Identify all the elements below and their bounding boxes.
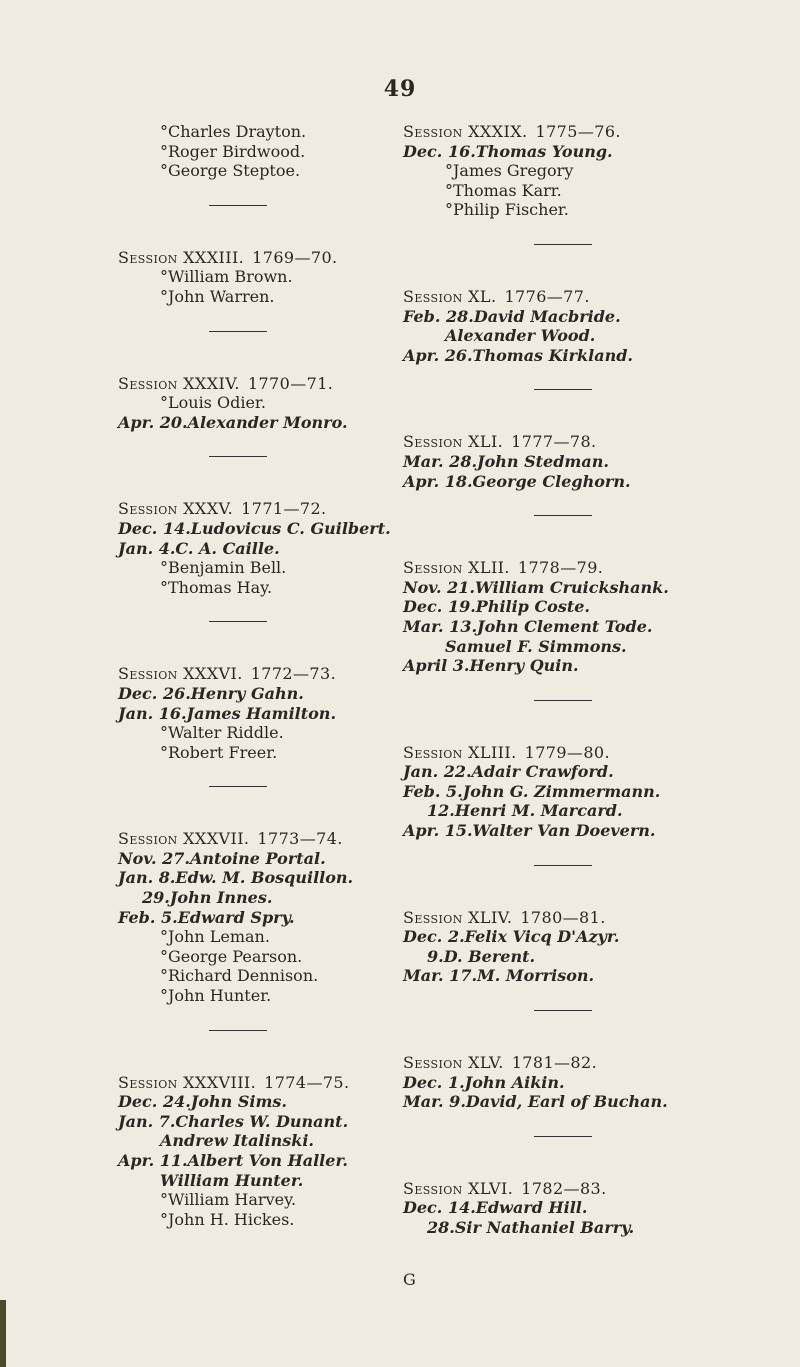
- entry-name: C. A. Caille.: [175, 538, 280, 558]
- member-entry: [118, 743, 358, 763]
- entry-date: Mar. 28.: [403, 451, 478, 471]
- member-entry: [403, 1198, 723, 1218]
- session-dates: 1775—76.: [535, 122, 621, 141]
- session-heading: [118, 499, 358, 519]
- signature-mark: G: [403, 1270, 416, 1289]
- member-entry: [118, 947, 358, 967]
- entry-date: Dec. 24.: [118, 1092, 191, 1112]
- member-entry: [403, 927, 723, 947]
- entry-name: Sir Nathaniel Barry.: [454, 1218, 635, 1237]
- session-title: Session XLV.: [403, 1053, 504, 1073]
- entry-date: Feb. 5.: [403, 781, 463, 801]
- entry-date: Dec. 14.: [403, 1198, 476, 1218]
- session-block: [118, 664, 358, 762]
- entry-name: William Hunter.: [160, 1170, 304, 1190]
- entry-date: Dec. 2.: [403, 927, 465, 947]
- entry-date: April 3.: [403, 656, 470, 676]
- entry-name: °Benjamin Bell.: [160, 558, 287, 578]
- member-entry: [403, 947, 723, 967]
- entry-name: M. Morrison.: [477, 966, 595, 986]
- entry-name: Albert Von Haller.: [187, 1151, 348, 1170]
- session-title: Session XL.: [403, 286, 497, 306]
- session-title: Session XXXV.: [118, 499, 234, 519]
- entry-name: °John Hunter.: [160, 986, 272, 1006]
- session-dates: 1776—77.: [504, 286, 590, 306]
- member-entry: [118, 1190, 358, 1210]
- entry-date: Nov. 27.: [118, 848, 190, 868]
- session-dates: 1772—73.: [250, 664, 337, 684]
- member-entry: [118, 1131, 358, 1151]
- entry-name: Thomas Kirkland.: [472, 345, 633, 365]
- session-title: Session XXXVIII.: [118, 1072, 257, 1092]
- entry-name: °James Gregory: [445, 161, 574, 181]
- entry-name: °Thomas Karr.: [445, 180, 562, 200]
- member-entry: [118, 161, 358, 181]
- member-entry: [403, 821, 723, 841]
- member-entry: [118, 1210, 358, 1230]
- entry-date: Feb. 5.: [118, 907, 178, 927]
- session-dates: 1780—81.: [520, 907, 606, 927]
- member-entry: [118, 558, 358, 578]
- session-block: [118, 248, 358, 307]
- entry-name: °Walter Riddle.: [160, 723, 284, 743]
- session-dates: 1773—74.: [257, 829, 343, 849]
- member-entry: [118, 684, 358, 704]
- session-dates: 1774—75.: [264, 1072, 350, 1092]
- entry-name: Alexander Monro.: [187, 412, 348, 432]
- session-block: [403, 1179, 723, 1238]
- session-heading: [118, 1073, 358, 1093]
- entry-date: Dec. 1.: [403, 1072, 465, 1092]
- entry-date: Dec. 14.: [118, 518, 191, 538]
- entry-name: James Hamilton.: [186, 703, 337, 723]
- session-title: Session XLIV.: [403, 907, 513, 927]
- session-block: [118, 1073, 358, 1230]
- section-divider: [534, 700, 592, 701]
- session-title: Session XXXVII.: [118, 829, 250, 849]
- entry-date: Nov. 21.: [403, 577, 475, 597]
- entry-name: Edward Hill.: [475, 1198, 588, 1218]
- entry-name: Edw. M. Bosquillon.: [175, 868, 354, 888]
- member-entry: [403, 452, 723, 472]
- session-block: [403, 287, 723, 365]
- member-entry: [403, 142, 723, 162]
- entry-name: Walter Van Doevern.: [472, 821, 656, 841]
- member-entry: [118, 868, 358, 888]
- entry-date: 12.: [427, 801, 455, 821]
- session-heading: [403, 558, 723, 578]
- session-heading: [118, 248, 358, 268]
- section-divider: [209, 786, 267, 787]
- entry-date: Feb. 28.: [403, 306, 474, 326]
- entry-date: Apr. 20.: [118, 412, 188, 432]
- member-entry: [403, 656, 723, 676]
- member-entry: [118, 966, 358, 986]
- member-entry: [118, 539, 358, 559]
- member-entry: [118, 393, 358, 413]
- entry-name: °Charles Drayton.: [160, 122, 307, 141]
- member-entry: [118, 578, 358, 598]
- member-entry: [403, 161, 723, 181]
- session-title: Session XXXIV.: [118, 373, 240, 393]
- session-heading: [403, 287, 723, 307]
- entry-name: °Robert Freer.: [160, 742, 278, 762]
- session-dates: 1770—71.: [247, 373, 334, 393]
- member-entry: [118, 267, 358, 287]
- member-entry: [118, 986, 358, 1006]
- session-title: Session XXXIX.: [403, 122, 528, 141]
- entry-name: °John Leman.: [160, 927, 270, 947]
- right-column: [403, 122, 723, 1238]
- session-heading: [403, 908, 723, 928]
- entry-name: °Richard Dennison.: [160, 966, 319, 986]
- member-entry: [118, 1151, 358, 1171]
- member-entry: [403, 966, 723, 986]
- entry-name: Henri M. Marcard.: [454, 801, 623, 821]
- entry-date: Jan. 4.: [118, 538, 176, 558]
- member-entry: [403, 307, 723, 327]
- entry-name: Andrew Italinski.: [160, 1131, 314, 1151]
- entry-date: Apr. 11.: [118, 1151, 188, 1170]
- entry-name: David, Earl of Buchan.: [465, 1092, 668, 1112]
- entry-date: Mar. 9.: [403, 1092, 466, 1112]
- entry-name: John Clement Tode.: [477, 616, 653, 636]
- entry-name: °George Pearson.: [160, 946, 303, 966]
- member-entry: [403, 597, 723, 617]
- member-entry: [403, 326, 723, 346]
- entry-name: °William Brown.: [160, 267, 293, 287]
- left-column: [118, 122, 391, 1229]
- session-title: Session XXXIII.: [118, 247, 245, 267]
- entry-name: Philip Coste.: [475, 597, 590, 617]
- member-entry: [118, 1171, 358, 1191]
- member-entry: [403, 801, 723, 821]
- entry-name: Thomas Young.: [475, 141, 613, 161]
- session-title: Session XLIII.: [403, 742, 517, 762]
- member-entry: [403, 1092, 723, 1112]
- section-divider: [209, 1030, 267, 1031]
- entry-name: Felix Vicq D'Azyr.: [464, 927, 620, 947]
- entry-date: Dec. 26.: [118, 683, 191, 703]
- entry-date: 29.: [142, 888, 170, 908]
- entry-date: 28.: [427, 1218, 455, 1237]
- member-entry: [118, 704, 358, 724]
- entry-name: °Louis Odier.: [160, 393, 266, 413]
- session-dates: 1781—82.: [511, 1053, 598, 1073]
- entries-block: [118, 122, 358, 181]
- member-entry: [403, 1073, 723, 1093]
- section-divider: [534, 1010, 592, 1011]
- session-heading: [118, 374, 358, 394]
- entry-name: D. Berent.: [443, 946, 536, 966]
- member-entry: [118, 908, 358, 928]
- entry-date: Dec. 16.: [403, 141, 476, 161]
- entry-date: Jan. 8.: [118, 868, 176, 888]
- entry-name: William Cruickshank.: [474, 577, 669, 597]
- section-divider: [534, 865, 592, 866]
- member-entry: [403, 346, 723, 366]
- session-block: [118, 499, 391, 597]
- session-heading: [403, 1179, 723, 1199]
- session-title: Session XLI.: [403, 432, 504, 452]
- entry-date: Mar. 13.: [403, 616, 478, 636]
- session-heading: [403, 743, 723, 763]
- session-dates: 1771—72.: [241, 499, 327, 519]
- entry-name: Alexander Wood.: [445, 326, 596, 346]
- session-dates: 1769—70.: [252, 247, 338, 267]
- entry-name: °William Harvey.: [160, 1190, 297, 1210]
- member-entry: [403, 200, 723, 220]
- page-edge-mark: [0, 1300, 6, 1367]
- member-entry: [118, 927, 358, 947]
- entry-name: °Philip Fischer.: [445, 200, 569, 220]
- entry-name: °Thomas Hay.: [160, 577, 273, 597]
- entry-name: Antoine Portal.: [189, 848, 326, 868]
- section-divider: [534, 515, 592, 516]
- session-heading: [118, 664, 358, 684]
- member-entry: [118, 122, 358, 142]
- entry-name: John G. Zimmermann.: [462, 781, 661, 801]
- section-divider: [534, 244, 592, 245]
- entry-name: Samuel F. Simmons.: [445, 636, 627, 656]
- session-block: [403, 558, 723, 676]
- member-entry: [403, 782, 723, 802]
- entry-name: Henry Gahn.: [190, 683, 304, 703]
- entry-date: Mar. 17.: [403, 966, 478, 986]
- session-title: Session XLII.: [403, 558, 510, 578]
- session-block: [403, 122, 723, 220]
- session-dates: 1778—79.: [517, 558, 604, 578]
- session-heading: [403, 122, 723, 142]
- member-entry: [118, 518, 391, 539]
- session-block: [118, 829, 358, 1005]
- entry-date: 9.: [427, 946, 444, 966]
- entry-date: Jan. 16.: [118, 703, 187, 723]
- member-entry: [403, 472, 723, 492]
- entry-date: Apr. 18.: [403, 471, 473, 491]
- entry-name: David Macbride.: [473, 306, 621, 326]
- session-title: Session XXXVI.: [118, 664, 243, 684]
- entry-name: °John Warren.: [160, 286, 275, 306]
- session-dates: 1782—83.: [521, 1178, 607, 1198]
- session-block: [403, 908, 723, 986]
- entry-name: °Roger Birdwood.: [160, 141, 306, 161]
- session-block: [403, 432, 723, 491]
- member-entry: [118, 413, 358, 433]
- session-dates: 1777—78.: [511, 432, 597, 452]
- section-divider: [209, 621, 267, 622]
- section-divider: [209, 205, 267, 206]
- entry-date: Jan. 22.: [403, 762, 472, 782]
- session-heading: [118, 829, 358, 849]
- member-entry: [403, 617, 723, 637]
- entry-date: Apr. 26.: [403, 345, 473, 365]
- entry-name: Ludovicus C. Guilbert.: [190, 518, 391, 538]
- member-entry: [118, 849, 358, 869]
- entry-name: °George Steptoe.: [160, 161, 301, 181]
- entry-date: Jan. 7.: [118, 1111, 176, 1131]
- session-block: [118, 374, 358, 433]
- entry-name: John Sims.: [190, 1092, 287, 1112]
- session-title: Session XLVI.: [403, 1178, 514, 1198]
- section-divider: [534, 389, 592, 390]
- session-heading: [403, 432, 723, 452]
- entry-name: George Cleghorn.: [472, 471, 631, 491]
- entry-name: John Aikin.: [464, 1072, 565, 1092]
- member-entry: [118, 142, 358, 162]
- entry-name: Adair Crawford.: [471, 762, 614, 782]
- entry-date: Dec. 19.: [403, 597, 476, 617]
- member-entry: [403, 1218, 723, 1238]
- member-entry: [403, 181, 723, 201]
- entry-name: John Innes.: [169, 888, 273, 908]
- entry-name: °John H. Hickes.: [160, 1209, 295, 1229]
- section-divider: [534, 1136, 592, 1137]
- member-entry: [118, 287, 358, 307]
- session-block: [403, 1053, 723, 1112]
- section-divider: [209, 456, 267, 457]
- member-entry: [118, 723, 358, 743]
- entry-name: John Stedman.: [477, 451, 609, 471]
- member-entry: [118, 1092, 358, 1112]
- session-block: [403, 743, 723, 841]
- member-entry: [403, 578, 723, 598]
- entry-date: Apr. 15.: [403, 821, 473, 841]
- entry-name: Edward Spry.: [177, 907, 295, 927]
- member-entry: [403, 762, 723, 782]
- member-entry: [118, 888, 358, 908]
- member-entry: [118, 1112, 358, 1132]
- session-dates: 1779—80.: [524, 742, 610, 762]
- page-number: 49: [383, 76, 417, 102]
- session-heading: [403, 1053, 723, 1073]
- entry-name: Henry Quin.: [469, 656, 579, 676]
- entry-name: Charles W. Dunant.: [175, 1111, 349, 1131]
- section-divider: [209, 331, 267, 332]
- member-entry: [403, 637, 723, 657]
